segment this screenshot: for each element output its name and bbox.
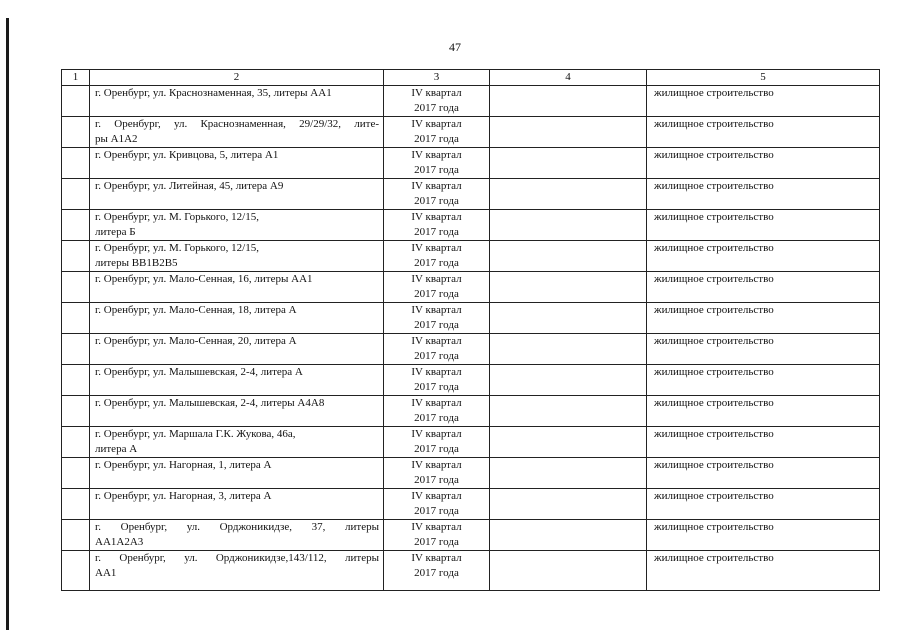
cell-purpose: жилищное строительство — [647, 551, 880, 591]
column-header-1: 1 — [62, 70, 90, 86]
cell-purpose: жилищное строительство — [647, 365, 880, 396]
cell-column-4 — [490, 551, 647, 591]
cell-address — [90, 272, 384, 303]
cell-column-4 — [490, 210, 647, 241]
period-line: 2017 года — [414, 443, 459, 455]
cell-period — [384, 520, 490, 551]
address-line: г. Оренбург, ул. Маршала Г.К. Жукова, 46а, — [95, 428, 296, 440]
cell-column-4 — [490, 365, 647, 396]
period-line: IV квартал — [411, 459, 462, 471]
period-line: IV квартал — [411, 366, 462, 378]
address-line: г. Оренбург, ул. Мало-Сенная, 18, литера А — [95, 304, 297, 316]
page-number: 47 — [449, 40, 461, 54]
cell-address — [90, 117, 384, 148]
cell-purpose: жилищное строительство — [647, 179, 880, 210]
cell-index — [62, 551, 90, 591]
period-line: IV квартал — [411, 211, 462, 223]
period-line: IV квартал — [411, 87, 462, 99]
cell-address — [90, 520, 384, 551]
period-line: 2017 года — [414, 102, 459, 114]
cell-column-4 — [490, 86, 647, 117]
column-header-5: 5 — [647, 70, 880, 86]
cell-purpose: жилищное строительство — [647, 86, 880, 117]
cell-column-4 — [490, 303, 647, 334]
table-body — [62, 86, 880, 591]
address-line: г. Оренбург, ул. Малышевская, 2-4, литеры А4А8 — [95, 397, 325, 409]
address-line: г. Оренбург, ул. Литейная, 45, литера А9 — [95, 180, 284, 192]
period-line: 2017 года — [414, 226, 459, 238]
table-row — [62, 458, 880, 489]
cell-purpose: жилищное строительство — [647, 520, 880, 551]
cell-purpose: жилищное строительство — [647, 303, 880, 334]
address-line: г. Оренбург, ул. Орджоникидзе, 37, литеры — [95, 521, 379, 533]
period-line: IV квартал — [411, 335, 462, 347]
address-line: г. Оренбург, ул. Кривцова, 5, литера А1 — [95, 149, 279, 161]
table-row — [62, 86, 880, 117]
period-line: 2017 года — [414, 381, 459, 393]
cell-purpose: жилищное строительство — [647, 427, 880, 458]
cell-index — [62, 396, 90, 427]
period-line: IV квартал — [411, 273, 462, 285]
cell-period — [384, 117, 490, 148]
cell-index — [62, 458, 90, 489]
cell-address — [90, 427, 384, 458]
period-line: 2017 года — [414, 474, 459, 486]
address-line: г. Оренбург, ул. Краснознаменная, 35, литеры АА1 — [95, 87, 332, 99]
cell-period — [384, 241, 490, 272]
cell-period — [384, 365, 490, 396]
cell-period — [384, 458, 490, 489]
period-line: 2017 года — [414, 536, 459, 548]
cell-address — [90, 210, 384, 241]
address-line-2: литеры ВВ1В2В5 — [95, 257, 178, 269]
cell-column-4 — [490, 427, 647, 458]
period-line: 2017 года — [414, 412, 459, 424]
cell-index — [62, 489, 90, 520]
table-row — [62, 272, 880, 303]
cell-period — [384, 86, 490, 117]
period-line: IV квартал — [411, 149, 462, 161]
address-line: г. Оренбург, ул. Орджоникидзе,143/112, литеры — [95, 552, 379, 564]
address-line-2: АА1А2А3 — [95, 536, 144, 548]
cell-column-4 — [490, 520, 647, 551]
cell-address — [90, 86, 384, 117]
address-line: г. Оренбург, ул. Малышевская, 2-4, литера А — [95, 366, 303, 378]
cell-index — [62, 241, 90, 272]
cell-address — [90, 365, 384, 396]
cell-period — [384, 427, 490, 458]
address-line: г. Оренбург, ул. М. Горького, 12/15, — [95, 242, 259, 254]
header-row — [62, 70, 880, 86]
cell-column-4 — [490, 241, 647, 272]
period-line: 2017 года — [414, 567, 459, 579]
cell-purpose: жилищное строительство — [647, 396, 880, 427]
cell-period — [384, 489, 490, 520]
period-line: 2017 года — [414, 505, 459, 517]
cell-index — [62, 210, 90, 241]
period-line: 2017 года — [414, 164, 459, 176]
period-line: IV квартал — [411, 180, 462, 192]
cell-index — [62, 334, 90, 365]
cell-purpose: жилищное строительство — [647, 272, 880, 303]
period-line: 2017 года — [414, 319, 459, 331]
cell-index — [62, 303, 90, 334]
cell-address — [90, 458, 384, 489]
cell-period — [384, 179, 490, 210]
table-row — [62, 148, 880, 179]
cell-index — [62, 365, 90, 396]
scan-margin-bar — [6, 18, 9, 630]
period-line: IV квартал — [411, 521, 462, 533]
cell-index — [62, 272, 90, 303]
cell-period — [384, 272, 490, 303]
period-line: IV квартал — [411, 552, 462, 564]
cell-address — [90, 489, 384, 520]
address-line: г. Оренбург, ул. Нагорная, 3, литера А — [95, 490, 272, 502]
cell-purpose: жилищное строительство — [647, 241, 880, 272]
table-row — [62, 520, 880, 551]
cell-purpose: жилищное строительство — [647, 334, 880, 365]
address-line: г. Оренбург, ул. Мало-Сенная, 16, литеры АА1 — [95, 273, 313, 285]
cell-purpose: жилищное строительство — [647, 489, 880, 520]
cell-column-4 — [490, 396, 647, 427]
period-line: 2017 года — [414, 288, 459, 300]
address-line-2: ры А1А2 — [95, 133, 138, 145]
cell-index — [62, 148, 90, 179]
address-line: г. Оренбург, ул. Нагорная, 1, литера А — [95, 459, 272, 471]
cell-column-4 — [490, 334, 647, 365]
cell-period — [384, 551, 490, 591]
period-line: IV квартал — [411, 242, 462, 254]
cell-address — [90, 334, 384, 365]
cell-column-4 — [490, 148, 647, 179]
table-row — [62, 551, 880, 591]
cell-index — [62, 179, 90, 210]
cell-purpose: жилищное строительство — [647, 210, 880, 241]
period-line: 2017 года — [414, 257, 459, 269]
cell-purpose: жилищное строительство — [647, 458, 880, 489]
table-row — [62, 241, 880, 272]
table-row — [62, 117, 880, 148]
cell-purpose: жилищное строительство — [647, 117, 880, 148]
cell-column-4 — [490, 458, 647, 489]
table-row — [62, 427, 880, 458]
cell-period — [384, 148, 490, 179]
period-line: 2017 года — [414, 195, 459, 207]
cell-address — [90, 179, 384, 210]
period-line: IV квартал — [411, 490, 462, 502]
period-line: IV квартал — [411, 304, 462, 316]
table-row — [62, 489, 880, 520]
table-row — [62, 396, 880, 427]
cell-column-4 — [490, 179, 647, 210]
cell-address — [90, 551, 384, 591]
cell-period — [384, 303, 490, 334]
column-header-3: 3 — [384, 70, 490, 86]
address-line: г. Оренбург, ул. Мало-Сенная, 20, литера А — [95, 335, 297, 347]
column-header-2: 2 — [90, 70, 384, 86]
address-line: г. Оренбург, ул. М. Горького, 12/15, — [95, 211, 259, 223]
table-row — [62, 303, 880, 334]
cell-address — [90, 148, 384, 179]
land-plots-table — [61, 69, 880, 591]
cell-address — [90, 396, 384, 427]
period-line: 2017 года — [414, 133, 459, 145]
period-line: IV квартал — [411, 397, 462, 409]
period-line: IV квартал — [411, 428, 462, 440]
table-row — [62, 334, 880, 365]
cell-purpose: жилищное строительство — [647, 148, 880, 179]
cell-column-4 — [490, 489, 647, 520]
cell-index — [62, 117, 90, 148]
cell-column-4 — [490, 117, 647, 148]
cell-period — [384, 396, 490, 427]
cell-address — [90, 241, 384, 272]
cell-index — [62, 520, 90, 551]
address-line: г. Оренбург, ул. Краснознаменная, 29/29/32, лите- — [95, 118, 379, 130]
address-line-2: литера А — [95, 443, 138, 455]
cell-index — [62, 86, 90, 117]
cell-period — [384, 334, 490, 365]
cell-column-4 — [490, 272, 647, 303]
table-row — [62, 210, 880, 241]
column-header-4: 4 — [490, 70, 647, 86]
cell-period — [384, 210, 490, 241]
cell-index — [62, 427, 90, 458]
table-row — [62, 365, 880, 396]
period-line: IV квартал — [411, 118, 462, 130]
address-line-2: АА1 — [95, 567, 117, 579]
cell-address — [90, 303, 384, 334]
table-row — [62, 179, 880, 210]
address-line-2: литера Б — [95, 226, 136, 238]
period-line: 2017 года — [414, 350, 459, 362]
